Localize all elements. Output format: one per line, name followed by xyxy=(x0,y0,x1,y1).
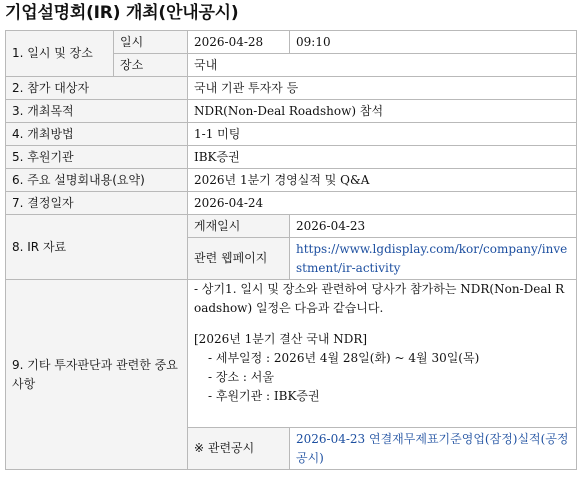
table-row xyxy=(6,280,577,428)
ir-web-page-link[interactable]: https://www.lgdisplay.com/kor/company/investment/ir-activity xyxy=(290,238,577,280)
row-label-summary: 6. 주요 설명회내용(요약) xyxy=(6,169,188,192)
disclosure-table xyxy=(5,30,577,470)
row-label-participants: 2. 참가 대상자 xyxy=(6,77,188,100)
table-row xyxy=(6,77,577,100)
table-row xyxy=(6,169,577,192)
table-row xyxy=(6,123,577,146)
method-value: 1-1 미팅 xyxy=(188,123,577,146)
schedule-date: 2026-04-28 xyxy=(188,31,290,54)
sub-label-post-date: 게재일시 xyxy=(188,215,290,238)
table-row xyxy=(6,215,577,238)
row-label-other-matters: 9. 기타 투자판단과 관련한 중요사항 xyxy=(6,280,188,470)
sub-label-date: 일시 xyxy=(114,31,188,54)
decision-date-value: 2026-04-24 xyxy=(188,192,577,215)
table-row xyxy=(6,146,577,169)
note-line-3: - 세부일정 : 2026년 4월 28일(화) ~ 4월 30일(목) xyxy=(208,351,480,365)
note-spacer xyxy=(194,318,570,330)
purpose-value: NDR(Non-Deal Roadshow) 참석 xyxy=(188,100,577,123)
note-line-2: [2026년 1분기 결산 국내 NDR] xyxy=(194,332,368,346)
sub-label-place: 장소 xyxy=(114,54,188,77)
schedule-time: 09:10 xyxy=(290,31,577,54)
other-matters-content xyxy=(188,280,577,428)
note-line-1: - 상기1. 일시 및 장소와 관련하여 당사가 참가하는 NDR(Non-Deal Roadshow) 일정은 다음과 같습니다. xyxy=(194,282,565,315)
note-line-5: - 후원기관 : IBK증권 xyxy=(208,389,320,403)
participants-value: 국내 기관 투자자 등 xyxy=(188,77,577,100)
row-label-sponsor: 5. 후원기관 xyxy=(6,146,188,169)
row-label-method: 4. 개최방법 xyxy=(6,123,188,146)
table-row xyxy=(6,100,577,123)
post-date-value: 2026-04-23 xyxy=(290,215,577,238)
row-label-decision-date: 7. 결정일자 xyxy=(6,192,188,215)
row-label-purpose: 3. 개최목적 xyxy=(6,100,188,123)
page-title: 기업설명회(IR) 개최(안내공시) xyxy=(5,3,239,23)
sub-label-related-disclosure: ※ 관련공시 xyxy=(188,428,290,470)
sub-label-web-page: 관련 웹페이지 xyxy=(188,238,290,280)
table-row xyxy=(6,192,577,215)
sponsor-value: IBK증권 xyxy=(188,146,577,169)
row-label-schedule: 1. 일시 및 장소 xyxy=(6,31,114,77)
schedule-place: 국내 xyxy=(188,54,577,77)
row-label-ir-material: 8. IR 자료 xyxy=(6,215,188,280)
related-disclosure-link[interactable]: 2026-04-23 연결재무제표기준영업(잠정)실적(공정공시) xyxy=(290,428,577,470)
table-row xyxy=(6,31,577,54)
summary-value: 2026년 1분기 경영실적 및 Q&A xyxy=(188,169,577,192)
note-line-4: - 장소 : 서울 xyxy=(208,370,274,384)
